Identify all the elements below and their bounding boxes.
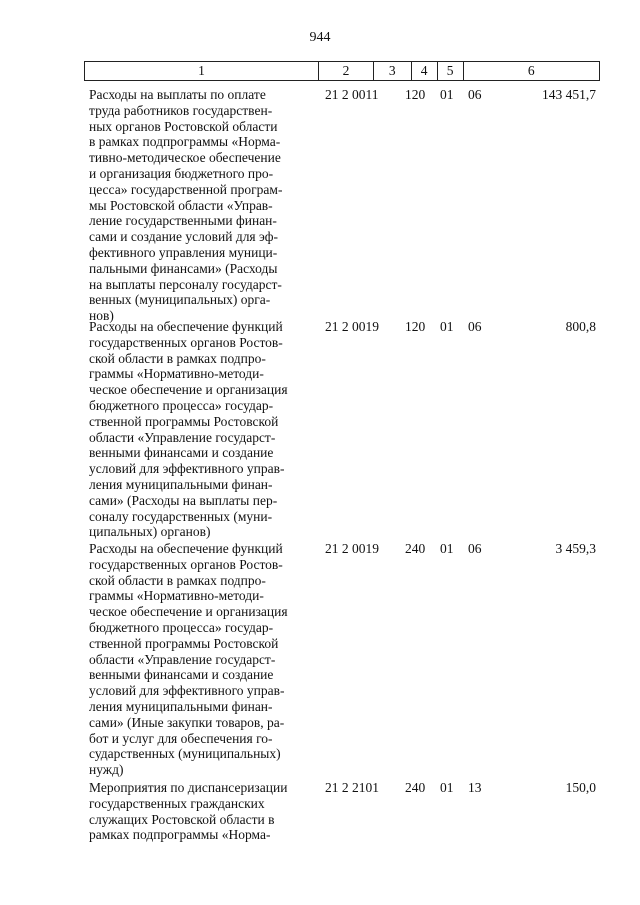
row-pr: 06 — [468, 87, 482, 102]
row-rz: 01 — [440, 319, 454, 334]
row-amount: 150,0 — [565, 780, 596, 795]
header-col-4: 4 — [412, 62, 438, 80]
row-code: 21 2 0019 — [325, 541, 379, 556]
row-description: Расходы на обеспечение функций государственных органов Ростов- ской области в рамках подпро- граммы «Нормативно-методи- ческое обеспечение и организация бюджетного процесса» государ- ственной программы Ростовской области «Управление государст- венными финансами и создание условий для эффективного управ- ления муниципальными финан- сами» (Расходы на выплаты пер- соналу государственных (муни- ципальных) органов) — [89, 319, 288, 540]
row-pr: 06 — [468, 541, 482, 556]
row-rz: 01 — [440, 541, 454, 556]
row-rz: 01 — [440, 780, 454, 795]
row-amount: 800,8 — [565, 319, 596, 334]
header-col-5: 5 — [438, 62, 464, 80]
row-vr: 240 — [405, 541, 426, 556]
row-rz: 01 — [440, 87, 454, 102]
row-amount: 143 451,7 — [542, 87, 596, 102]
row-amount: 3 459,3 — [555, 541, 596, 556]
row-description: Расходы на выплаты по оплате труда работников государствен- ных органов Ростовской области в рамках подпрограммы «Норма- тивно-методическое обеспечение и организация бюджетного про- цесса» государственной програм- мы Ростовской области «Управ- ление государственными финан- сами и создание условий для эф- фективного управления муници- пальными финансами» (Расходы на выплаты персоналу государст- венных (муниципальных) орга- нов) — [89, 87, 283, 324]
row-code: 21 2 0011 — [325, 87, 379, 102]
row-vr: 240 — [405, 780, 426, 795]
row-description: Расходы на обеспечение функций государственных органов Ростов- ской области в рамках подпро- граммы «Нормативно-методи- ческое обеспечение и организация бюджетного процесса» государ- ственной программы Ростовской области «Управление государст- венными финансами и создание условий для эффективного управ- ления муниципальными финан- сами» (Иные закупки товаров, ра- бот и услуг для обеспечения го- сударственных (муниципальных) нужд) — [89, 541, 288, 778]
header-col-3: 3 — [374, 62, 412, 80]
row-description: Мероприятия по диспансеризации государственных гражданских служащих Ростовской области в рамках подпрограммы «Норма- — [89, 780, 288, 843]
header-col-6: 6 — [527, 63, 535, 78]
row-code: 21 2 2101 — [325, 780, 379, 795]
row-pr: 06 — [468, 319, 482, 334]
row-pr: 13 — [468, 780, 482, 795]
table-header-row — [84, 61, 600, 81]
row-vr: 120 — [405, 319, 426, 334]
header-col-1: 1 — [85, 62, 319, 80]
page-number: 944 — [309, 30, 331, 45]
row-code: 21 2 0019 — [325, 319, 379, 334]
budget-table — [84, 61, 600, 843]
header-col-2: 2 — [319, 62, 374, 80]
row-vr: 120 — [405, 87, 426, 102]
